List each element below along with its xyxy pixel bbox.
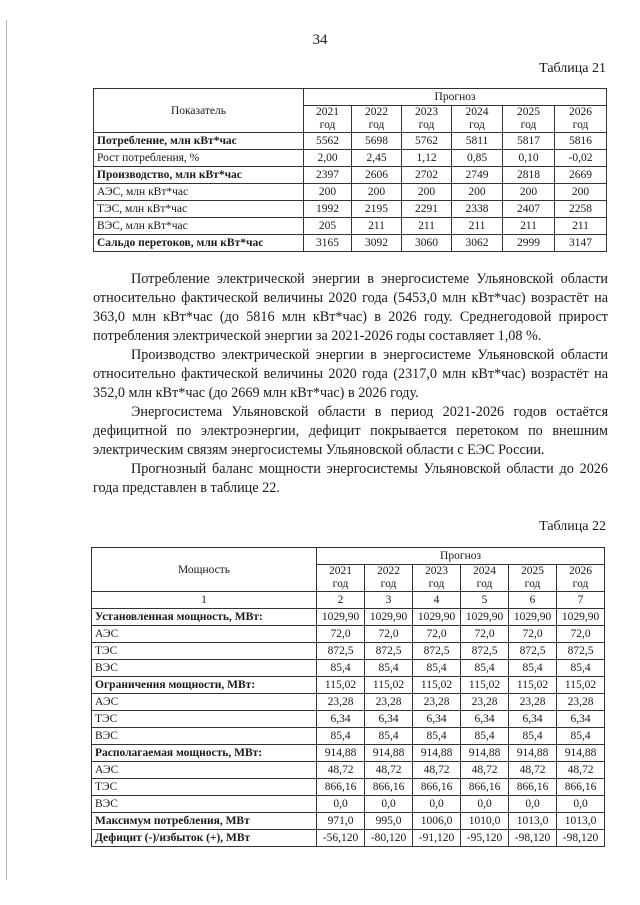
cell-value: 23,28 [461,694,509,711]
cell-value: 1010,0 [461,813,509,830]
cell-value: -91,120 [413,830,461,847]
cell-value: 23,28 [317,694,365,711]
cell-value: 872,5 [413,643,461,660]
cell-value: -95,120 [461,830,509,847]
cell-value: 5562 [304,133,352,150]
table21-year-header [555,106,607,133]
cell-value: 1006,0 [413,813,461,830]
cell-value: 23,28 [509,694,557,711]
cell-value: 5698 [352,133,402,150]
cell-value: 6,34 [461,711,509,728]
table22-year-header [365,565,413,592]
cell-value: 115,02 [461,677,509,694]
cell-value: 1029,90 [365,609,413,626]
cell-value: 995,0 [365,813,413,830]
cell-value: 200 [555,184,607,201]
cell-value: 0,0 [461,796,509,813]
table-row [92,694,605,711]
year-suffix: год [469,119,485,131]
table-row [92,830,605,847]
row-label: ТЭС [92,779,317,796]
cell-value: 2397 [304,167,352,184]
row-label: ТЭС [92,711,317,728]
cell-value: 0,10 [503,150,555,167]
cell-value: 971,0 [317,813,365,830]
cell-value: 0,0 [317,796,365,813]
column-number: 7 [557,592,605,609]
year-suffix: год [332,578,349,590]
cell-value: 115,02 [557,677,605,694]
year-value: 2022 [365,106,388,118]
cell-value: 85,4 [413,728,461,745]
column-number: 6 [509,592,557,609]
table-row [92,677,605,694]
cell-value: 872,5 [317,643,365,660]
cell-value: 211 [402,218,452,235]
table-21-header-forecast: Прогноз [304,89,607,106]
cell-value: 5762 [402,133,452,150]
cell-value: 48,72 [557,762,605,779]
cell-value: 3165 [304,235,352,252]
cell-value: 2749 [452,167,503,184]
cell-value: 5816 [555,133,607,150]
cell-value: 48,72 [365,762,413,779]
cell-value: 1029,90 [557,609,605,626]
row-label: АЭС [92,626,317,643]
cell-value: 23,28 [557,694,605,711]
year-value: 2026 [569,106,593,118]
column-number: 4 [413,592,461,609]
cell-value: 866,16 [557,779,605,796]
cell-value: 872,5 [557,643,605,660]
table22-year-header [509,565,557,592]
cell-value: 200 [503,184,555,201]
cell-value: 6,34 [413,711,461,728]
year-suffix: год [524,578,541,590]
row-label: ВЭС [92,660,317,677]
table-row [94,201,607,218]
cell-value: 200 [452,184,503,201]
cell-value: 0,85 [452,150,503,167]
cell-value: -98,120 [557,830,605,847]
cell-value: 85,4 [509,728,557,745]
cell-value: 1029,90 [509,609,557,626]
cell-value: 48,72 [509,762,557,779]
cell-value: 872,5 [365,643,413,660]
cell-value: 211 [503,218,555,235]
cell-value: 1,12 [402,150,452,167]
row-label: ВЭС [92,796,317,813]
table-22 [91,547,605,847]
table22-year-header [317,565,365,592]
table-row [92,660,605,677]
cell-value: 1029,90 [317,609,365,626]
cell-value: 200 [352,184,402,201]
table-row [92,796,605,813]
cell-value: 1029,90 [461,609,509,626]
cell-value: 914,88 [413,745,461,762]
cell-value: 914,88 [317,745,365,762]
year-value: 2023 [415,106,438,118]
table-22-header-forecast: Прогноз [317,548,605,565]
year-suffix: год [319,119,336,131]
cell-value: 48,72 [413,762,461,779]
row-label: Потребление, млн кВт*час [94,133,304,150]
cell-value: 85,4 [317,728,365,745]
year-value: 2024 [465,106,489,118]
page-number: 34 [312,32,328,48]
paragraph: Энергосистема Ульяновской области в период 2021-2026 годов остаётся дефицитной по электроэнергии, дефицит покрывается перетоком по внешним электрическим связям энергосистемы Ульяновской области с ЕЭС России. [93,404,608,458]
year-suffix: год [418,119,435,131]
cell-value: 205 [304,218,352,235]
cell-value: 1013,0 [557,813,605,830]
year-value: 2025 [517,106,540,118]
cell-value: -0,02 [555,150,607,167]
table22-year-header [461,565,509,592]
cell-value: 866,16 [365,779,413,796]
table-row [94,218,607,235]
cell-value: 2702 [402,167,452,184]
row-label: ТЭС, млн кВт*час [94,201,304,218]
row-label: Располагаемая мощность, МВт: [92,745,317,762]
year-value: 2026 [569,565,593,577]
cell-value: 914,88 [365,745,413,762]
cell-value: 85,4 [509,660,557,677]
table21-year-header [402,106,452,133]
cell-value: 200 [402,184,452,201]
cell-value: 115,02 [413,677,461,694]
year-value: 2021 [316,106,339,118]
cell-value: 211 [352,218,402,235]
cell-value: 115,02 [317,677,365,694]
cell-value: 1992 [304,201,352,218]
cell-value: 115,02 [509,677,557,694]
table21-year-header [352,106,402,133]
row-label: Рост потребления, % [94,150,304,167]
cell-value: 6,34 [557,711,605,728]
cell-value: -56,120 [317,830,365,847]
cell-value: 3147 [555,235,607,252]
row-label: Ограничения мощности, МВт: [92,677,317,694]
cell-value: 914,88 [509,745,557,762]
cell-value: 48,72 [461,762,509,779]
cell-value: 2,00 [304,150,352,167]
cell-value: 3062 [452,235,503,252]
cell-value: 1013,0 [509,813,557,830]
cell-value: 0,0 [557,796,605,813]
cell-value: 2,45 [352,150,402,167]
table-row [92,609,605,626]
cell-value: 23,28 [365,694,413,711]
cell-value: 85,4 [365,660,413,677]
table-row [92,779,605,796]
cell-value: 85,4 [557,660,605,677]
year-value: 2021 [329,565,352,577]
table-21 [93,88,607,252]
paragraph: Прогнозный баланс мощности энергосистемы Ульяновской области до 2026 года представлен в таблице 22. [93,461,608,496]
table21-year-header [452,106,503,133]
cell-value: 5817 [503,133,555,150]
table-row [94,235,607,252]
cell-value: 211 [555,218,607,235]
column-number: 5 [461,592,509,609]
cell-value: 872,5 [509,643,557,660]
table-row [94,167,607,184]
year-suffix: год [520,119,537,131]
cell-value: 2999 [503,235,555,252]
cell-value: 85,4 [317,660,365,677]
row-label: Сальдо перетоков, млн кВт*час [94,235,304,252]
row-label: ВЭС [92,728,317,745]
cell-value: 872,5 [461,643,509,660]
cell-value: 2606 [352,167,402,184]
year-suffix: год [572,119,589,131]
cell-value: 0,0 [365,796,413,813]
column-number: 2 [317,592,365,609]
year-suffix: год [380,578,397,590]
year-value: 2024 [473,565,496,577]
table-21-caption: Таблица 21 [539,61,606,76]
cell-value: 72,0 [413,626,461,643]
cell-value: 5811 [452,133,503,150]
cell-value: 0,0 [413,796,461,813]
row-label: Установленная мощность, МВт: [92,609,317,626]
table22-year-header [557,565,605,592]
table-row [92,762,605,779]
table21-year-header [304,106,352,133]
year-suffix: год [428,578,445,590]
year-value: 2023 [425,565,448,577]
table-21-header-indicator: Показатель [94,89,304,133]
row-label: ВЭС, млн кВт*час [94,218,304,235]
scan-margin-line [6,20,7,880]
cell-value: 2195 [352,201,402,218]
cell-value: 85,4 [461,728,509,745]
cell-value: 85,4 [461,660,509,677]
cell-value: 23,28 [413,694,461,711]
cell-value: 48,72 [317,762,365,779]
table-row [92,728,605,745]
table-row [92,745,605,762]
cell-value: 85,4 [557,728,605,745]
row-label: АЭС [92,762,317,779]
paragraph: Потребление электрической энергии в энергосистеме Ульяновской области относительно фактической величины 2020 года (5453,0 млн кВт*час) возрастёт на 363,0 млн кВт*час (до 5816 млн кВт*час) в 2026 году. Среднегодовой прирост потребления электрической энергии за 2021-2026 годы составляет 1,08 %. [93,271,608,344]
table-row [94,184,607,201]
year-suffix: год [368,119,385,131]
year-value: 2025 [521,565,544,577]
table21-year-header [503,106,555,133]
cell-value: 2818 [503,167,555,184]
cell-value: 866,16 [317,779,365,796]
cell-value: 2291 [402,201,452,218]
table22-year-header [413,565,461,592]
row-label: АЭС, млн кВт*час [94,184,304,201]
cell-value: 72,0 [557,626,605,643]
table-row [94,133,607,150]
cell-value: 2258 [555,201,607,218]
cell-value: 1029,90 [413,609,461,626]
year-suffix: год [476,578,493,590]
cell-value: 866,16 [413,779,461,796]
column-number: 1 [92,592,317,609]
cell-value: 6,34 [317,711,365,728]
cell-value: 72,0 [509,626,557,643]
cell-value: 866,16 [509,779,557,796]
row-label: ТЭС [92,643,317,660]
cell-value: 85,4 [365,728,413,745]
cell-value: 6,34 [365,711,413,728]
cell-value: -98,120 [509,830,557,847]
row-label: Производство, млн кВт*час [94,167,304,184]
row-label: АЭС [92,694,317,711]
cell-value: 2407 [503,201,555,218]
cell-value: 0,0 [509,796,557,813]
cell-value: 6,34 [509,711,557,728]
table-row [94,150,607,167]
table-22-caption: Таблица 22 [539,519,606,534]
cell-value: 2338 [452,201,503,218]
cell-value: 211 [452,218,503,235]
cell-value: 2669 [555,167,607,184]
cell-value: -80,120 [365,830,413,847]
cell-value: 200 [304,184,352,201]
body-text [93,270,608,498]
cell-value: 85,4 [413,660,461,677]
table-row [92,813,605,830]
table-row [92,711,605,728]
cell-value: 3060 [402,235,452,252]
year-suffix: год [572,578,589,590]
cell-value: 115,02 [365,677,413,694]
cell-value: 72,0 [317,626,365,643]
cell-value: 914,88 [461,745,509,762]
paragraph: Производство электрической энергии в энергосистеме Ульяновской области относительно фактической величины 2020 года (2317,0 млн кВт*час) возрастёт на 352,0 млн кВт*час (до 2669 млн кВт*час) в 2026 году. [93,347,608,401]
cell-value: 72,0 [365,626,413,643]
table-22-header-power: Мощность [92,548,317,592]
year-value: 2022 [377,565,400,577]
cell-value: 72,0 [461,626,509,643]
column-number: 3 [365,592,413,609]
row-label: Максимум потребления, МВт [92,813,317,830]
cell-value: 914,88 [557,745,605,762]
cell-value: 3092 [352,235,402,252]
cell-value: 866,16 [461,779,509,796]
table-row [92,643,605,660]
table-row [92,626,605,643]
row-label: Дефицит (-)/избыток (+), МВт [92,830,317,847]
